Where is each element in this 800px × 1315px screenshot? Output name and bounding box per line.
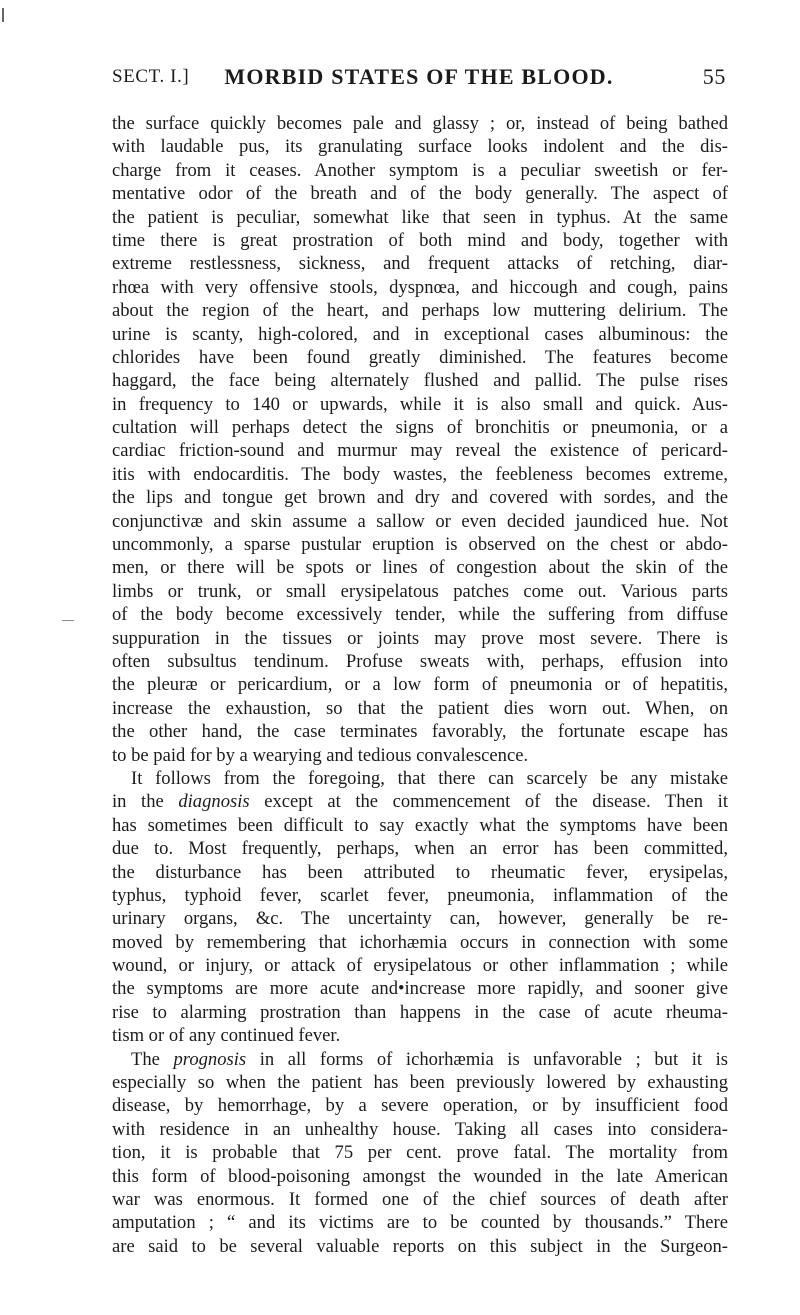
text-line: moved by remembering that ichorhæmia occurs in connection with some xyxy=(112,931,728,953)
text-line: in frequency to 140 or upwards, while it is also small and quick. Aus- xyxy=(112,393,728,415)
text-line: urine is scanty, high-colored, and in exceptional cases albuminous: the xyxy=(112,323,728,345)
text-fragment: The xyxy=(131,1048,174,1070)
text-line: has sometimes been difficult to say exactly what the symptoms have been xyxy=(112,814,728,836)
text-line: the other hand, the case terminates favorably, the fortunate escape has xyxy=(112,721,728,743)
text-line: wound, or injury, or attack of erysipelatous or other inflammation ; while xyxy=(112,955,728,977)
text-line: to be paid for by a wearying and tedious convalescence. xyxy=(112,744,529,766)
text-line: about the region of the heart, and perhaps low muttering delirium. The xyxy=(112,300,728,322)
text-line: amputation ; “ and its victims are to be counted by thousands.” There xyxy=(112,1212,728,1234)
text-line: the pleuræ or pericardium, or a low form of pneumonia or of hepatitis, xyxy=(112,674,728,696)
text-line: chlorides have been found greatly diminished. The features become xyxy=(112,346,728,368)
text-line: rhœa with very offensive stools, dyspnœa, and hiccough and cough, pains xyxy=(112,276,728,298)
text-line: the symptoms are more acute and•increase more rapidly, and sooner give xyxy=(112,978,728,1000)
text-line: with residence in an unhealthy house. Taking all cases into considera- xyxy=(112,1118,728,1140)
text-line: war was enormous. It formed one of the chief sources of death after xyxy=(112,1188,728,1210)
text-line: this form of blood-poisoning amongst the wounded in the late American xyxy=(112,1165,728,1187)
text-line: tion, it is probable that 75 per cent. prove fatal. The mortality from xyxy=(112,1142,728,1164)
text-line: increase the exhaustion, so that the patient dies worn out. When, on xyxy=(112,697,728,719)
text-line: cardiac friction-sound and murmur may reveal the existence of pericard- xyxy=(112,440,728,462)
text-line: conjunctivæ and skin assume a sallow or even decided jaundiced hue. Not xyxy=(112,510,728,532)
text-line: suppuration in the tissues or joints may prove most severe. There is xyxy=(112,627,728,649)
margin-tick xyxy=(62,620,74,621)
text-line: the lips and tongue get brown and dry and covered with sordes, and the xyxy=(112,487,728,509)
text-fragment: except at the commencement of the disease. Then it xyxy=(249,791,728,813)
section-label: SECT. I.] xyxy=(112,66,190,87)
text-line: rise to alarming prostration than happens in the case of acute rheuma- xyxy=(112,1001,728,1023)
text-line: urinary organs, &c. The uncertainty can, however, generally be re- xyxy=(112,908,728,930)
text-line: especially so when the patient has been previously lowered by exhausting xyxy=(112,1072,728,1094)
text-line: itis with endocarditis. The body wastes, the feebleness becomes extreme, xyxy=(112,463,728,485)
text-line: tism or of any continued fever. xyxy=(112,1025,341,1047)
text-line: uncommonly, a sparse pustular eruption is observed on the chest or abdo- xyxy=(112,534,728,556)
text-line xyxy=(112,790,728,813)
chapter-title: MORBID STATES OF THE BLOOD. xyxy=(224,64,614,89)
text-line: the surface quickly becomes pale and glassy ; or, instead of being bathed xyxy=(112,113,728,134)
text-line: mentative odor of the breath and of the body generally. The aspect of xyxy=(112,183,728,205)
text-line: often subsultus tendinum. Profuse sweats with, perhaps, effusion into xyxy=(112,650,728,672)
text-line: cultation will perhaps detect the signs of bronchitis or pneumonia, or a xyxy=(112,417,728,439)
italic-term-diagnosis: diagnosis xyxy=(178,791,250,813)
body-text xyxy=(112,112,728,1258)
text-line: extreme restlessness, sickness, and frequent attacks of retching, diar- xyxy=(112,253,728,275)
text-fragment: in the xyxy=(112,791,179,813)
page-number: 55 xyxy=(702,64,726,89)
text-line: due to. Most frequently, perhaps, when an error has been committed, xyxy=(112,838,728,860)
text-line: disease, by hemorrhage, by a severe operation, or by insufficient food xyxy=(112,1095,728,1117)
running-head xyxy=(112,62,726,92)
text-line: It follows from the foregoing, that there can scarcely be any mistake xyxy=(131,767,728,789)
text-line: the disturbance has been attributed to rheumatic fever, erysipelas, xyxy=(112,861,728,883)
text-line: time there is great prostration of both mind and body, together with xyxy=(112,229,728,251)
text-line xyxy=(112,1048,728,1071)
text-fragment: in all forms of ichorhæmia is unfavorable ; but it is xyxy=(246,1048,728,1070)
text-line: men, or there will be spots or lines of congestion about the skin of the xyxy=(112,557,728,579)
text-line: are said to be several valuable reports on this subject in the Surgeon- xyxy=(112,1235,728,1257)
text-line: charge from it ceases. Another symptom is a peculiar sweetish or fer- xyxy=(112,159,728,181)
text-line: typhus, typhoid fever, scarlet fever, pneumonia, inflammation of the xyxy=(112,884,728,906)
text-line: the patient is peculiar, somewhat like that seen in typhus. At the same xyxy=(112,206,728,228)
text-line: haggard, the face being alternately flushed and pallid. The pulse rises xyxy=(112,370,728,392)
italic-term-prognosis: prognosis xyxy=(173,1048,247,1070)
margin-mark xyxy=(2,8,4,22)
text-line: with laudable pus, its granulating surface looks indolent and the dis- xyxy=(112,136,728,158)
text-line: limbs or trunk, or small erysipelatous patches come out. Various parts xyxy=(112,580,728,602)
text-line: of the body become excessively tender, while the suffering from diffuse xyxy=(112,604,728,626)
